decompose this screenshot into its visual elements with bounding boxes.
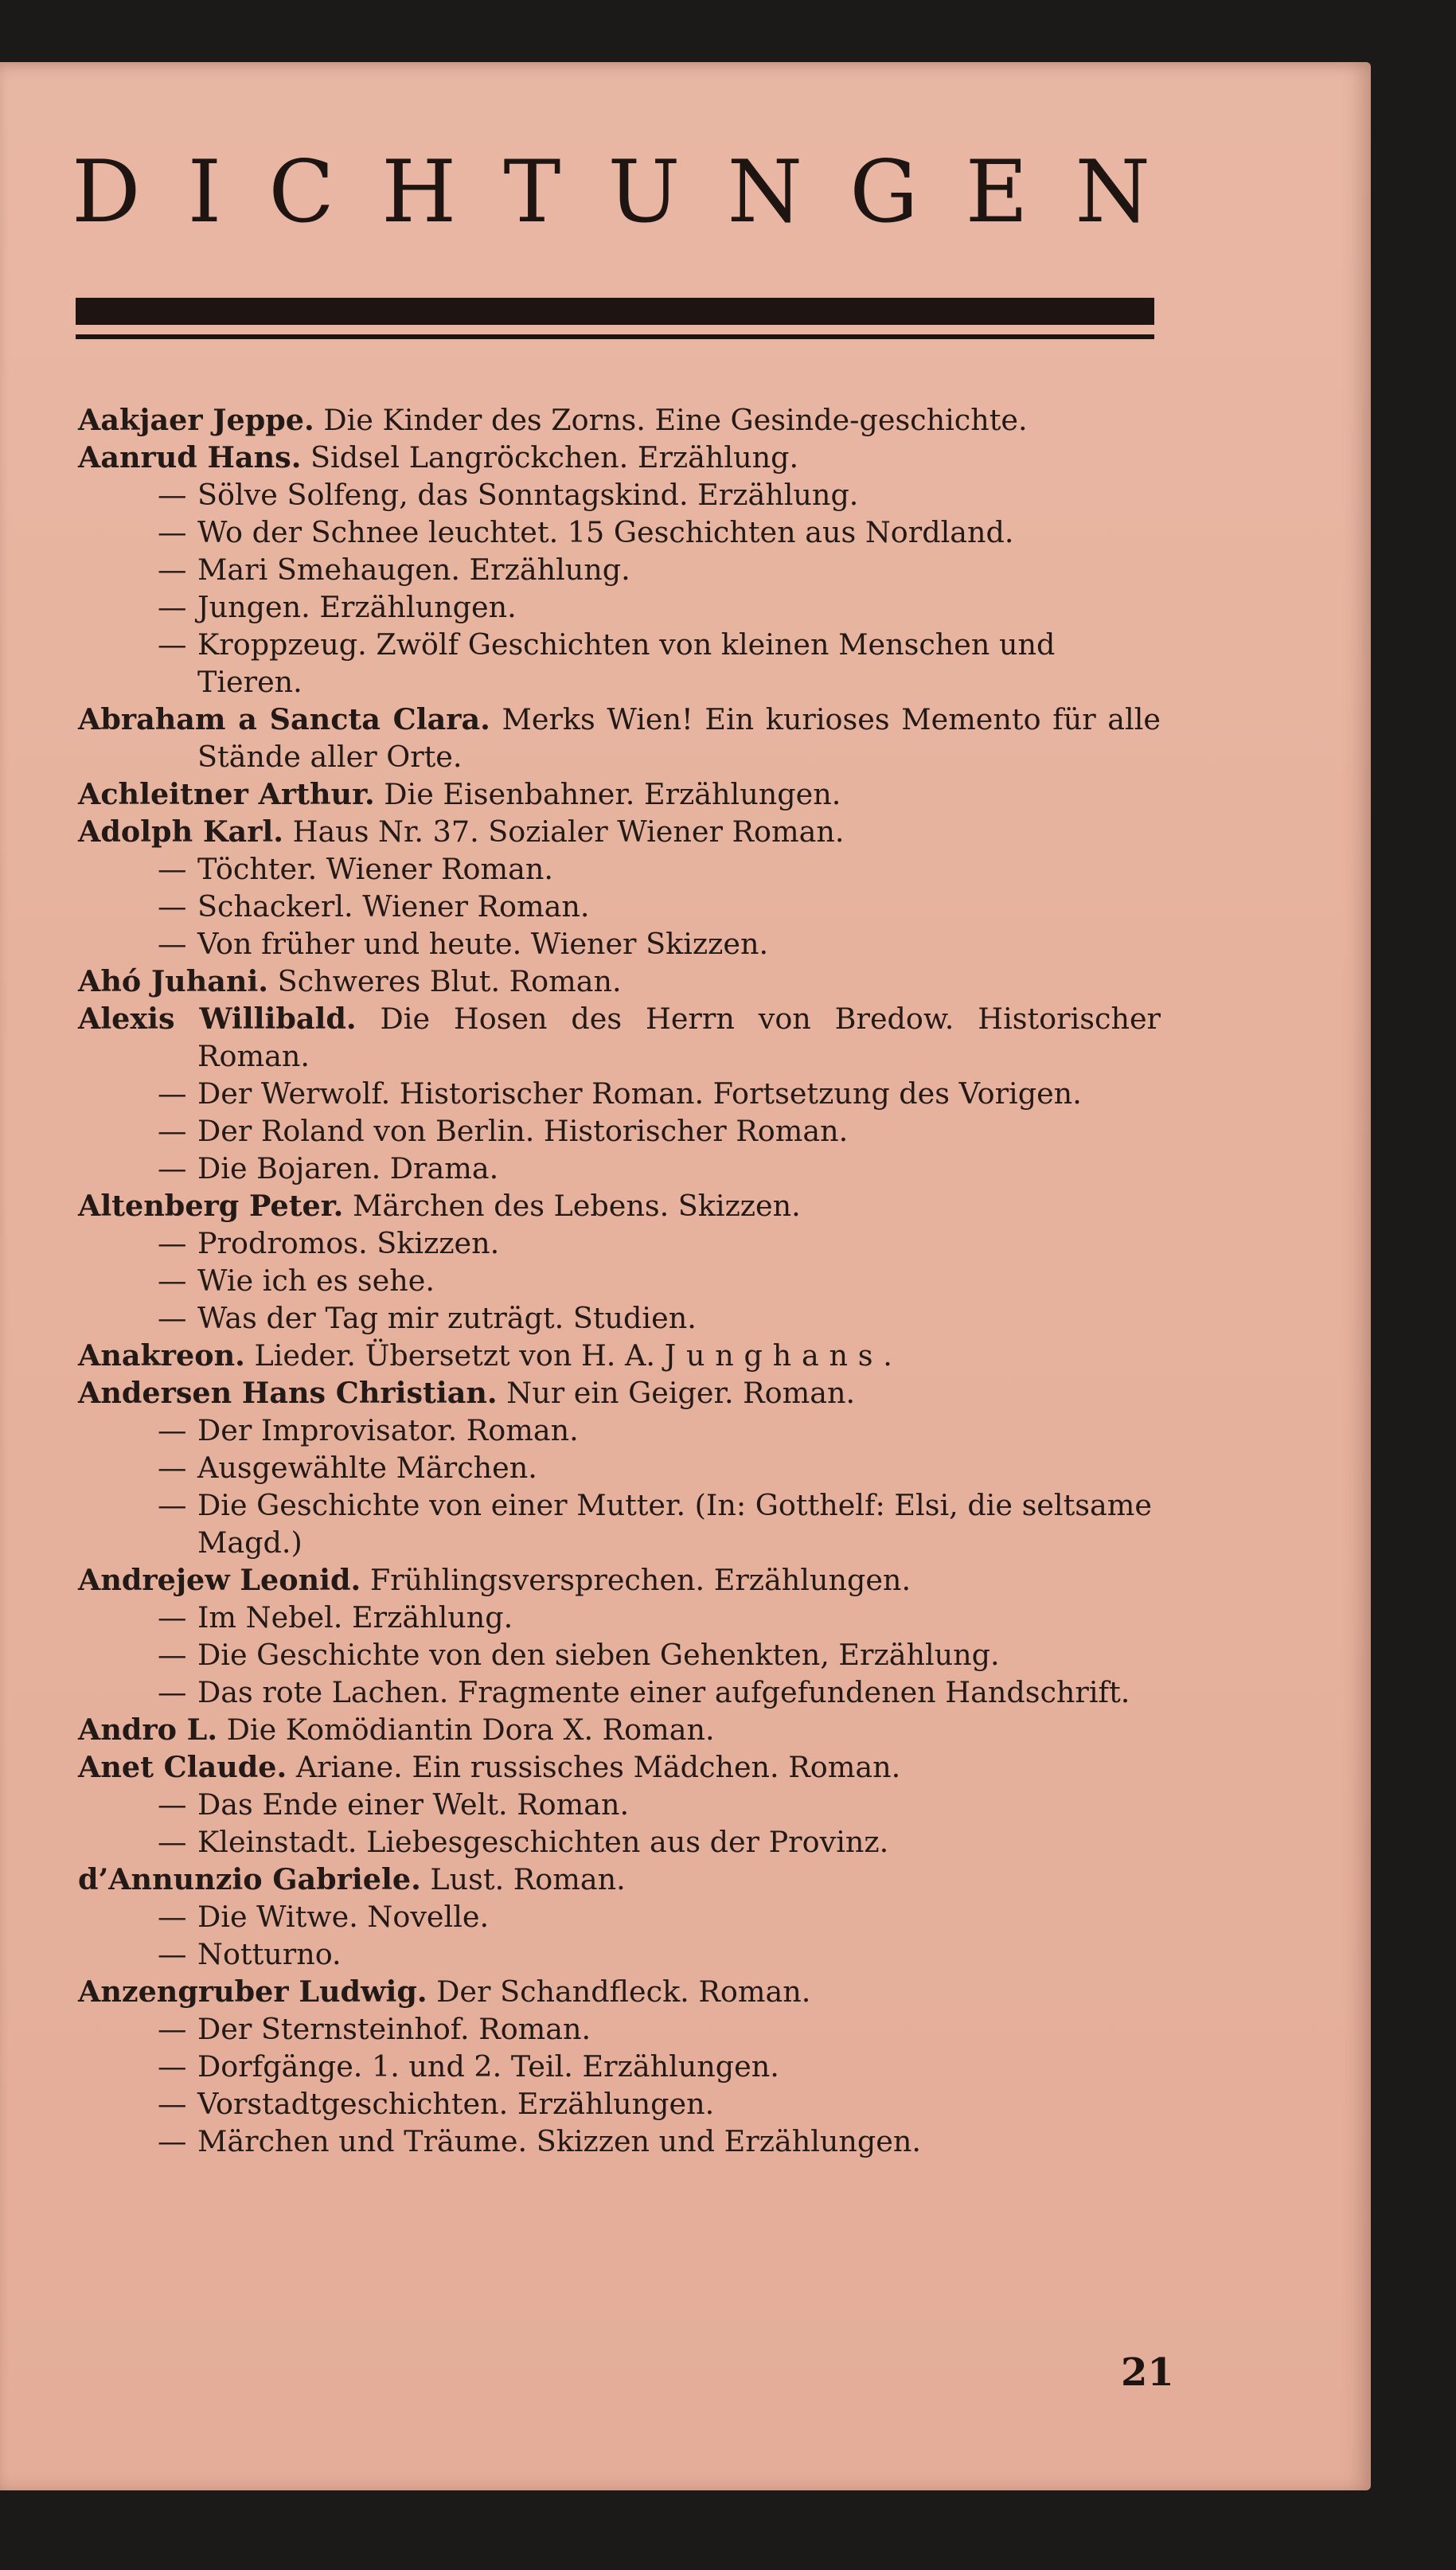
ditto-dash: — (158, 590, 187, 624)
page-number: 21 (1121, 2350, 1174, 2395)
author-entry (78, 1000, 1161, 1075)
title-rule-thick (76, 298, 1154, 325)
work-entry (78, 2010, 1161, 2048)
title-letter: D (72, 143, 141, 242)
title-letter: N (727, 143, 803, 242)
work-title: Wo der Schnee leuchtet. 15 Geschichten aus Nordland. (197, 515, 1014, 549)
work-title: Der Schandfleck. Roman. (436, 1974, 811, 2009)
work-title: Was der Tag mir zuträgt. Studien. (197, 1301, 697, 1335)
ditto-dash: — (158, 1301, 187, 1335)
ditto-dash: — (158, 1451, 187, 1485)
author-name: Alexis Willibald. (78, 1002, 357, 1036)
work-title: Der Roland von Berlin. Historischer Roman. (197, 1114, 849, 1148)
work-title: Frühlingsversprechen. Erzählungen. (369, 1563, 911, 1597)
author-name: Altenberg Peter. (78, 1189, 344, 1223)
author-entry (78, 1187, 1161, 1224)
work-title: Ariane. Ein russisches Mädchen. Roman. (295, 1750, 901, 1784)
work-title: Die Geschichte von den sieben Gehenkten, Erzählung. (197, 1638, 1000, 1672)
title-letter: H (381, 143, 457, 242)
work-entry (78, 514, 1161, 551)
ditto-dash: — (158, 515, 187, 549)
work-entry (78, 2085, 1161, 2123)
ditto-dash: — (158, 2124, 187, 2158)
work-title: Töchter. Wiener Roman. (197, 852, 554, 886)
work-entry (78, 551, 1161, 588)
work-entry (78, 1898, 1161, 1935)
work-title: Von früher und heute. Wiener Skizzen. (197, 927, 769, 961)
work-entry (78, 1262, 1161, 1299)
work-entry (78, 850, 1161, 888)
page-title (72, 143, 1150, 242)
work-title: Lust. Roman. (430, 1862, 626, 1896)
work-title: Lieder. Übersetzt von H. A. (254, 1338, 655, 1373)
work-title: Wie ich es sehe. (197, 1264, 435, 1298)
ditto-dash: — (158, 889, 187, 924)
work-entry (78, 1486, 1161, 1561)
work-title: Die Bojaren. Drama. (197, 1151, 499, 1185)
work-title: Schackerl. Wiener Roman. (197, 889, 590, 924)
author-name: Aakjaer Jeppe. (78, 403, 314, 437)
ditto-dash: — (158, 2049, 187, 2084)
author-entry (78, 775, 1161, 813)
ditto-dash: — (158, 1675, 187, 1709)
ditto-dash: — (158, 852, 187, 886)
work-entry (78, 1786, 1161, 1823)
author-name: Adolph Karl. (78, 814, 283, 849)
ditto-dash: — (158, 1226, 187, 1260)
work-title: Die Kinder des Zorns. Eine Gesinde-geschichte. (323, 403, 1028, 437)
work-title: Sölve Solfeng, das Sonntagskind. Erzählung. (197, 478, 859, 512)
work-title: Das Ende einer Welt. Roman. (197, 1787, 630, 1822)
work-title: Das rote Lachen. Fragmente einer aufgefundenen Handschrift. (197, 1675, 1130, 1709)
author-entry (78, 401, 1161, 439)
title-letter: I (187, 143, 222, 242)
work-entry (78, 476, 1161, 514)
work-entry (78, 1823, 1161, 1861)
work-title: Die Geschichte von einer Mutter. (In: Gotthelf: Elsi, die seltsame Magd.) (197, 1488, 1152, 1560)
ditto-dash: — (158, 1076, 187, 1111)
translator-name: Junghans. (664, 1338, 903, 1373)
author-entry (78, 701, 1161, 775)
work-title: Prodromos. Skizzen. (197, 1226, 500, 1260)
author-entry (78, 1861, 1161, 1898)
work-entry (78, 1299, 1161, 1337)
author-entry (78, 813, 1161, 850)
ditto-dash: — (158, 2087, 187, 2121)
work-title: Vorstadtgeschichten. Erzählungen. (197, 2087, 715, 2121)
work-entry (78, 1224, 1161, 1262)
work-title: Kroppzeug. Zwölf Geschichten von kleinen Menschen und Tieren. (197, 627, 1056, 699)
work-entry (78, 1412, 1161, 1449)
author-name: Andrejew Leonid. (78, 1563, 361, 1597)
work-entry (78, 2048, 1161, 2085)
ditto-dash: — (158, 1413, 187, 1447)
author-name: d’Annunzio Gabriele. (78, 1862, 421, 1896)
ditto-dash: — (158, 2012, 187, 2046)
ditto-dash: — (158, 1488, 187, 1522)
author-name: Aanrud Hans. (78, 440, 302, 475)
author-entry (78, 1748, 1161, 1786)
author-name: Anzengruber Ludwig. (78, 1974, 427, 2009)
title-letter: N (1075, 143, 1150, 242)
author-entry (78, 439, 1161, 476)
work-entry (78, 1599, 1161, 1636)
work-title: Die Hosen des Herrn von Bredow. Historischer Roman. (197, 1002, 1161, 1073)
author-name: Andro L. (78, 1713, 218, 1747)
ditto-dash: — (158, 1787, 187, 1822)
ditto-dash: — (158, 1937, 187, 1971)
ditto-dash: — (158, 553, 187, 587)
work-title: Notturno. (197, 1937, 342, 1971)
ditto-dash: — (158, 1825, 187, 1859)
work-entry (78, 1636, 1161, 1674)
work-entry (78, 1449, 1161, 1486)
work-title: Sidsel Langröckchen. Erzählung. (310, 440, 799, 475)
work-entry (78, 888, 1161, 925)
work-entry (78, 626, 1161, 701)
title-letter: U (607, 143, 681, 242)
work-title: Der Werwolf. Historischer Roman. Fortsetzung des Vorigen. (197, 1076, 1082, 1111)
title-letter: E (965, 143, 1029, 242)
ditto-dash: — (158, 1114, 187, 1148)
work-title: Nur ein Geiger. Roman. (506, 1376, 856, 1410)
work-entry (78, 1674, 1161, 1711)
work-entry (78, 1935, 1161, 1973)
work-title: Mari Smehaugen. Erzählung. (197, 553, 630, 587)
title-letter: C (268, 143, 335, 242)
ditto-dash: — (158, 1151, 187, 1185)
work-title: Im Nebel. Erzählung. (197, 1600, 513, 1635)
author-entry (78, 1561, 1161, 1599)
work-title: Kleinstadt. Liebesgeschichten aus der Provinz. (197, 1825, 889, 1859)
work-title: Haus Nr. 37. Sozialer Wiener Roman. (292, 814, 845, 849)
work-entry (78, 1075, 1161, 1112)
work-entry (78, 1150, 1161, 1187)
author-name: Ahó Juhani. (78, 964, 269, 998)
author-entry (78, 1374, 1161, 1412)
work-title: Der Improvisator. Roman. (197, 1413, 579, 1447)
author-entry (78, 963, 1161, 1000)
work-title: Die Eisenbahner. Erzählungen. (384, 777, 841, 811)
author-name: Abraham a Sancta Clara. (78, 702, 490, 736)
ditto-dash: — (158, 1600, 187, 1635)
work-title: Märchen und Träume. Skizzen und Erzählungen. (197, 2124, 922, 2158)
work-title: Die Komödiantin Dora X. Roman. (226, 1713, 715, 1747)
work-entry (78, 588, 1161, 626)
work-entry (78, 2123, 1161, 2160)
author-entry (78, 1337, 1161, 1374)
work-title: Dorfgänge. 1. und 2. Teil. Erzählungen. (197, 2049, 779, 2084)
work-title: Schweres Blut. Roman. (277, 964, 622, 998)
ditto-dash: — (158, 927, 187, 961)
author-name: Achleitner Arthur. (78, 777, 375, 811)
author-name: Anakreon. (78, 1338, 245, 1373)
work-title: Merks Wien! Ein kurioses Memento für alle Stände aller Orte. (197, 702, 1161, 774)
ditto-dash: — (158, 1264, 187, 1298)
title-letter: T (503, 143, 561, 242)
work-entry (78, 925, 1161, 963)
author-name: Anet Claude. (78, 1750, 287, 1784)
ditto-dash: — (158, 1900, 187, 1934)
ditto-dash: — (158, 478, 187, 512)
work-title: Ausgewählte Märchen. (197, 1451, 537, 1485)
ditto-dash: — (158, 627, 187, 662)
work-title: Jungen. Erzählungen. (197, 590, 517, 624)
work-title: Die Witwe. Novelle. (197, 1900, 490, 1934)
author-entry (78, 1973, 1161, 2010)
bibliography-list (78, 401, 1161, 2160)
title-rule-thin (76, 334, 1154, 339)
work-title: Märchen des Lebens. Skizzen. (352, 1189, 801, 1223)
title-letter: G (849, 143, 919, 242)
author-entry (78, 1711, 1161, 1748)
work-entry (78, 1112, 1161, 1150)
work-title: Der Sternsteinhof. Roman. (197, 2012, 591, 2046)
ditto-dash: — (158, 1638, 187, 1672)
author-name: Andersen Hans Christian. (78, 1376, 498, 1410)
